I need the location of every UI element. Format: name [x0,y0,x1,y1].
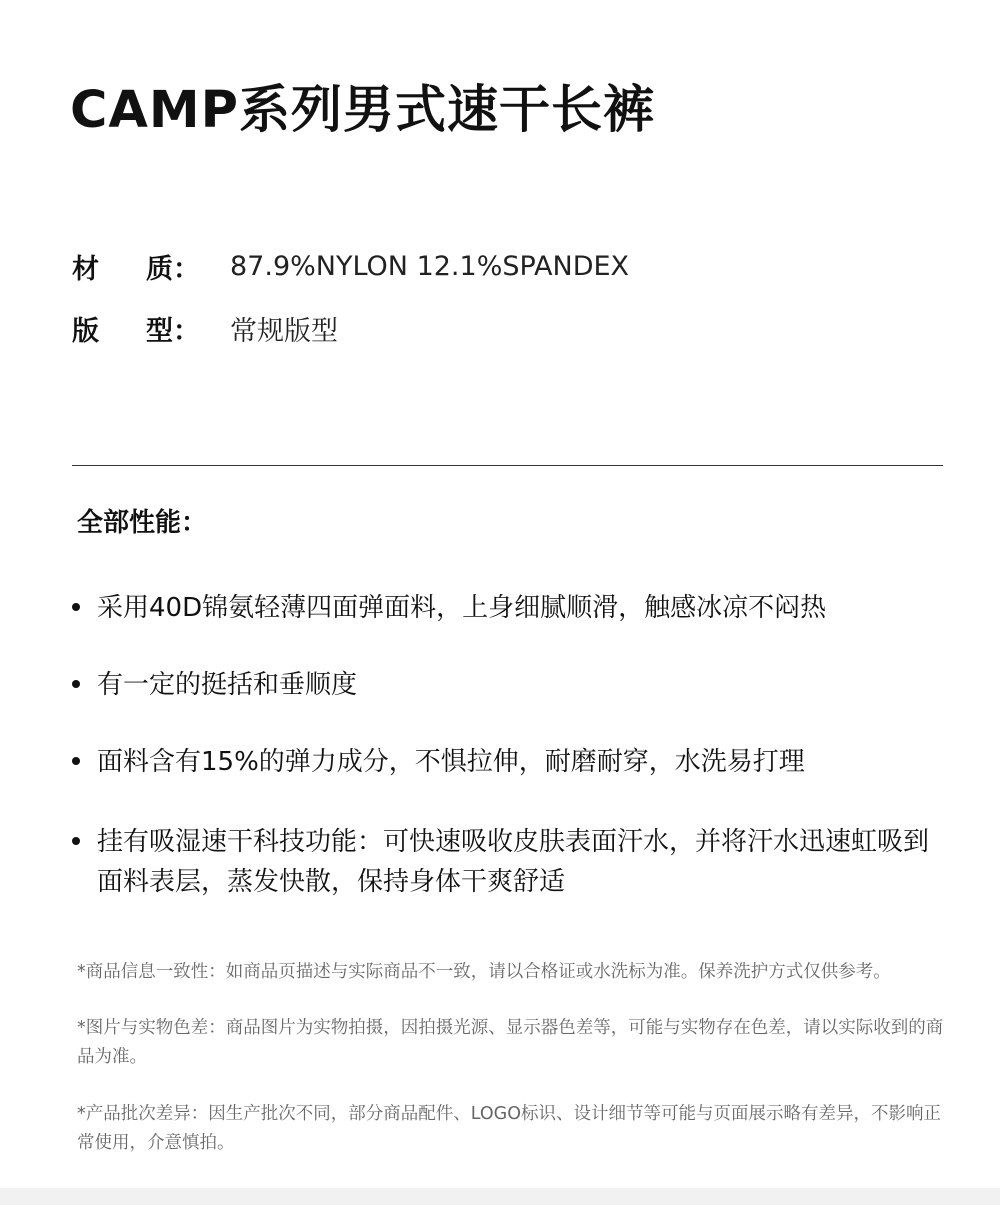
features-heading: 全部性能： [77,508,208,538]
feature-text: 采用40D锦氨轻薄四面弹面料，上身细腻顺滑，触感冰凉不闷热 [97,593,827,623]
spec-row-fit [72,310,338,346]
product-title: CAMP系列男式速干长裤 [70,81,656,140]
feature-text: 有一定的挺括和垂顺度 [97,670,358,700]
spec-row-material [72,248,629,284]
feature-text: 挂有吸湿速干科技功能：可快速吸收皮肤表面汗水，并将汗水迅速虹吸到面料表层，蒸发快散，保持身体干爽舒适 [97,827,930,897]
spec-label-fit-first: 版 [72,315,99,347]
note-color-difference: *图片与实物色差：商品图片为实物拍摄，因拍摄光源、显示器色差等，可能与实物存在色差，请以实际收到的商品为准。 [77,1018,944,1067]
bullet-icon [72,837,80,845]
feature-text: 面料含有15%的弹力成分，不惧拉伸，耐磨耐穿，水洗易打理 [97,747,805,777]
page-bottom-band [0,1188,1000,1205]
bullet-icon [72,680,80,688]
note-consistency: *商品信息一致性：如商品页描述与实际商品不一致，请以合格证或水洗标为准。保养洗护方式仅供参考。 [77,962,891,982]
spec-label-material-last: 质： [146,253,200,285]
spec-label-fit-last: 型： [146,315,200,347]
bullet-icon [72,603,80,611]
bullet-icon [72,757,80,765]
feature-item [72,588,947,628]
feature-item [72,822,947,902]
feature-item [72,665,947,705]
note-batch-difference: *产品批次差异：因生产批次不同，部分商品配件、LOGO标识、设计细节等可能与页面展示略有差异，不影响正常使用，介意慎拍。 [77,1104,941,1153]
spec-label-fit [72,309,200,348]
spec-label-material [72,247,200,286]
section-divider [72,465,943,466]
spec-label-material-first: 材 [72,253,99,285]
spec-value-material: 87.9%NYLON 12.1%SPANDEX [230,250,630,282]
feature-item [72,742,947,782]
spec-value-fit: 常规版型 [230,315,338,347]
